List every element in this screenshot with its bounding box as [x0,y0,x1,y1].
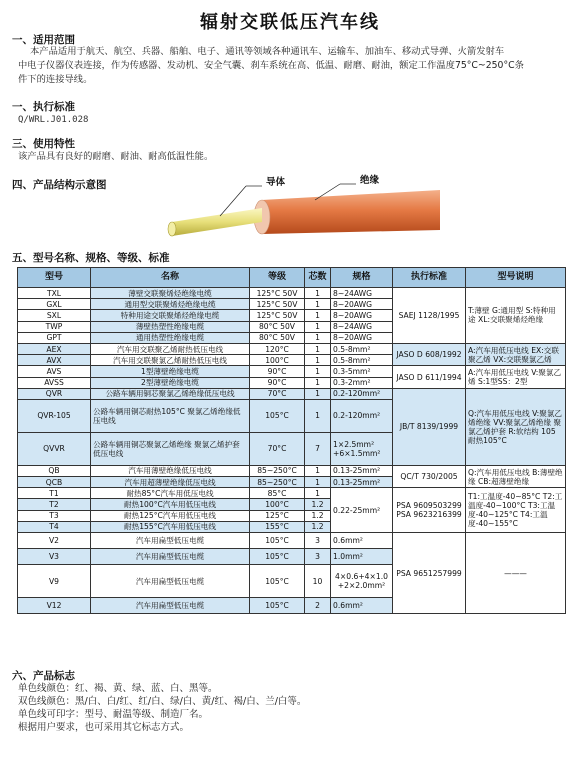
cell-grade: 105°C [250,565,305,598]
cell-name: 耐热85°C汽车用低压电线 [91,488,250,499]
cell-model: QCB [18,477,91,488]
cell-spec: 0.5-8mm² [331,343,393,354]
cell-grade: 85~250°C [250,465,305,476]
cell-standard: JB/T 8139/1999 [393,388,466,465]
cell-model: SXL [18,310,91,321]
cell-grade: 70°C [250,432,305,465]
cell-name: 耐热155°C汽车用低压电线 [91,521,250,532]
standard-code: Q/WRL.J01.028 [18,115,89,125]
features-text: 该产品具有良好的耐磨、耐油、耐高低温性能。 [18,151,214,162]
table-row [18,533,566,549]
cell-grade: 100°C [250,355,305,366]
col-cores: 芯数 [305,268,331,288]
col-description: 型号说明 [466,268,566,288]
cell-spec: 8~20AWG [331,299,393,310]
cell-grade: 105°C [250,598,305,614]
scope-line-1: 本产品适用于航天、航空、兵器、船舶、电子、通讯等领域各种通讯车、运输车、加油车、移动式导弹、火箭发射车 [30,46,505,57]
cell-model: T3 [18,510,91,521]
cell-name: 汽车用扁型低压电缆 [91,549,250,565]
cell-spec: 1.0mm² [331,549,393,565]
cell-spec: 0.6mm² [331,533,393,549]
marking-line-1: 单色线颜色：红、褐、黄、绿、蓝、白、黑等。 [18,683,218,694]
cell-model: QVR [18,388,91,399]
cell-grade: 125°C 50V [250,310,305,321]
model-spec-table [17,267,566,614]
cell-model: V3 [18,549,91,565]
cell-cores: 1 [305,399,331,432]
cell-name: 汽车用交联聚乙烯耐热低压电线 [91,343,250,354]
cell-cores: 1 [305,388,331,399]
cell-cores: 1.2 [305,499,331,510]
cell-grade: 120°C [250,343,305,354]
cell-name: 薄壁交联聚烯烃绝缘电缆 [91,288,250,299]
cell-cores: 1 [305,355,331,366]
cell-grade: 100°C [250,499,305,510]
cell-description: ——— [466,533,566,614]
cell-cores: 1 [305,465,331,476]
cell-cores: 1 [305,343,331,354]
cell-grade: 80°C 50V [250,321,305,332]
cell-cores: 3 [305,549,331,565]
col-spec: 规格 [331,268,393,288]
cell-model: V12 [18,598,91,614]
cell-cores: 1 [305,377,331,388]
cell-name: 汽车用扁型低压电缆 [91,598,250,614]
cell-spec: 1×2.5mm² +6×1.5mm² [331,432,393,465]
cell-name: 汽车用扁型低压电缆 [91,533,250,549]
cell-description: Q:汽车用低压电线 B:薄壁绝缘 CB:超薄壁绝缘 [466,465,566,487]
cell-model: QVVR [18,432,91,465]
table-row [18,366,566,377]
cell-grade: 125°C 50V [250,299,305,310]
cell-name: 公路车辆用铜芯耐热105°C 聚氯乙烯绝缘低压电线 [91,399,250,432]
col-name: 名称 [91,268,250,288]
label-insulation: 绝缘 [360,175,380,186]
cell-model: AVX [18,355,91,366]
cell-standard: PSA 9651257999 [393,533,466,614]
cable-structure-diagram [150,178,450,242]
cell-grade: 70°C [250,388,305,399]
cell-spec: 0.2-120mm² [331,388,393,399]
cell-grade: 105°C [250,549,305,565]
table-header-row [18,268,566,288]
section-scope-heading: 一、适用范围 [12,34,75,46]
table-row [18,288,566,299]
cell-cores: 10 [305,565,331,598]
cell-model: AEX [18,343,91,354]
section-structure-heading: 四、产品结构示意图 [12,179,107,191]
cell-standard: JASO D 611/1994 [393,366,466,388]
cell-grade: 90°C [250,366,305,377]
cell-spec: 0.2-120mm² [331,399,393,432]
cell-grade: 105°C [250,533,305,549]
cell-model: QVR-105 [18,399,91,432]
cell-grade: 85°C [250,488,305,499]
cell-spec: 0.13-25mm² [331,465,393,476]
section-marking-heading: 六、产品标志 [12,670,75,682]
cell-name: 薄壁热塑性绝缘电缆 [91,321,250,332]
cell-name: 公路车辆用铜芯聚氯乙烯绝缘 聚氯乙烯护套低压电线 [91,432,250,465]
cell-grade: 105°C [250,399,305,432]
cell-spec: 8~24AWG [331,321,393,332]
cell-standard: SAEJ 1128/1995 [393,288,466,344]
section-features-heading: 三、使用特性 [12,138,75,150]
cell-model: V9 [18,565,91,598]
cell-cores: 1 [305,310,331,321]
cell-cores: 1 [305,477,331,488]
cell-grade: 125°C 50V [250,288,305,299]
cell-standard: QC/T 730/2005 [393,465,466,487]
cell-cores: 1 [305,321,331,332]
table-row [18,465,566,476]
cell-cores: 1 [305,288,331,299]
section-models-heading: 五、型号名称、规格、等级、标准 [12,252,170,264]
cell-spec: 8~20AWG [331,310,393,321]
page-title: 辐射交联低压汽车线 [200,12,380,33]
cell-cores: 1.2 [305,521,331,532]
cell-name: 2型薄壁绝缘电缆 [91,377,250,388]
marking-line-4: 根据用户要求，也可采用其它标志方式。 [18,722,190,733]
cell-description: Q:汽车用低压电线 V:聚氯乙烯绝缘 VV:聚氯乙烯绝缘 聚氯乙烯护套 R:软结构 105耐热105°C [466,388,566,465]
cell-name: 通用型交联聚烯烃绝缘电缆 [91,299,250,310]
table-row [18,388,566,399]
cell-model: TXL [18,288,91,299]
cell-description: A:汽车用低压电线 EX:交联聚乙烯 VX:交联聚氯乙烯 [466,343,566,365]
cell-model: GXL [18,299,91,310]
marking-line-2: 双色线颜色：黑/白、白/红、红/白、绿/白、黄/红、褐/白、兰/白等。 [18,696,307,707]
cell-name: 耐热125°C汽车用低压电线 [91,510,250,521]
cell-model: TWP [18,321,91,332]
cell-spec: 8~24AWG [331,288,393,299]
cell-model: T1 [18,488,91,499]
cell-cores: 1 [305,299,331,310]
cell-name: 公路车辆用铜芯聚氯乙烯绝缘低压电线 [91,388,250,399]
cell-name: 汽车用超薄壁绝缘低压电线 [91,477,250,488]
col-standard: 执行标准 [393,268,466,288]
col-grade: 等级 [250,268,305,288]
cell-name: 通用热塑性绝缘电缆 [91,332,250,343]
cell-model: GPT [18,332,91,343]
cell-cores: 1.2 [305,510,331,521]
cell-model: AVSS [18,377,91,388]
cell-spec: 0.5-8mm² [331,355,393,366]
cell-name: 1型薄壁绝缘电缆 [91,366,250,377]
cell-spec: 0.13-25mm² [331,477,393,488]
cell-model: T2 [18,499,91,510]
cell-grade: 80°C 50V [250,332,305,343]
scope-line-3: 件下的连接导线。 [18,74,93,85]
section-standard-heading: 一、执行标准 [12,101,75,113]
cell-cores: 3 [305,533,331,549]
cell-spec: 0.3-2mm² [331,377,393,388]
cell-cores: 1 [305,332,331,343]
cell-description: T:薄壁 G:通用型 S:特种用途 XL:交联聚烯烃绝缘 [466,288,566,344]
cell-standard: PSA 9609503299 PSA 9623216399 [393,488,466,533]
cell-name: 耐热100°C汽车用低压电线 [91,499,250,510]
marking-line-3: 单色线可印字：型号、耐温等级、制造厂名。 [18,709,209,720]
cell-description: T1:工温度-40~85°C T2:工温度-40~100°C T3:工温度-40~125°C T4:工温度-40~155°C [466,488,566,533]
cell-spec: 0.6mm² [331,598,393,614]
cell-model: V2 [18,533,91,549]
cell-grade: 90°C [250,377,305,388]
cell-cores: 7 [305,432,331,465]
cell-spec: 0.3-5mm² [331,366,393,377]
cell-name: 特种用途交联聚烯烃绝缘电缆 [91,310,250,321]
table-row [18,488,566,499]
table-row [18,343,566,354]
cell-description: A:汽车用低压电线 V:聚氯乙烯 S:1型SS：2型 [466,366,566,388]
cell-grade: 125°C [250,510,305,521]
cell-grade: 85~250°C [250,477,305,488]
col-model: 型号 [18,268,91,288]
label-conductor: 导体 [266,177,286,188]
cell-cores: 2 [305,598,331,614]
cell-spec: 8~20AWG [331,332,393,343]
cell-model: T4 [18,521,91,532]
cell-spec: 0.22-25mm² [331,488,393,533]
cell-name: 汽车用交联聚氯乙烯耐热低压电线 [91,355,250,366]
cell-cores: 1 [305,366,331,377]
cell-name: 汽车用扁型低压电缆 [91,565,250,598]
scope-line-2: 中电子仪器仪表连接，作为传感器、发动机、安全气囊、刹车系统在高、低温、耐磨、耐油，额定工作温度75°C~250°C条 [18,60,524,71]
cell-name: 汽车用薄壁绝缘低压电线 [91,465,250,476]
cell-model: QB [18,465,91,476]
cell-spec: 4×0.6+4×1.0 +2×2.0mm² [331,565,393,598]
cell-grade: 155°C [250,521,305,532]
cell-cores: 1 [305,488,331,499]
cell-standard: JASO D 608/1992 [393,343,466,365]
cell-model: AVS [18,366,91,377]
